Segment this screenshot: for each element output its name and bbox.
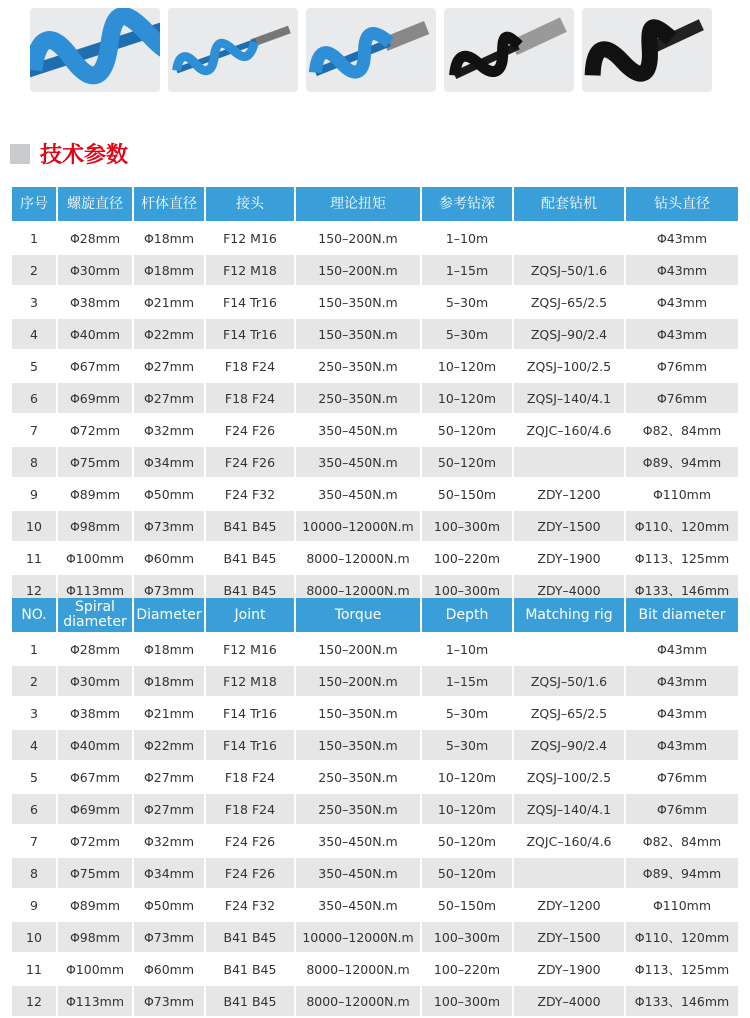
- cell-matching-rig: ZQSJ–140/4.1: [514, 383, 624, 415]
- cell-matching-rig: ZQSJ–100/2.5: [514, 762, 624, 794]
- cell-spiral-diameter: Φ72mm: [58, 826, 132, 858]
- cell-joint: F18 F24: [206, 762, 294, 794]
- cell-matching-rig: ZDY–1200: [514, 479, 624, 511]
- cell-joint: F24 F26: [206, 826, 294, 858]
- cell-rod-diameter: Φ50mm: [134, 890, 204, 922]
- cell-torque: 250–350N.m: [296, 762, 420, 794]
- spec-table-chinese: [10, 187, 740, 607]
- cell-rod-diameter: Φ22mm: [134, 730, 204, 762]
- cell-torque: 350–450N.m: [296, 479, 420, 511]
- cell-matching-rig: ZQSJ–50/1.6: [514, 666, 624, 698]
- table-row: [12, 698, 738, 730]
- cell-depth: 100–300m: [422, 511, 512, 543]
- cell-depth: 50–150m: [422, 479, 512, 511]
- table-row: [12, 826, 738, 858]
- cell-spiral-diameter: Φ30mm: [58, 666, 132, 698]
- cell-matching-rig: ZQJC–160/4.6: [514, 826, 624, 858]
- table-row: [12, 319, 738, 351]
- cell-bit-diameter: Φ43mm: [626, 634, 738, 666]
- cell-depth: 100–300m: [422, 986, 512, 1018]
- cell-torque: 250–350N.m: [296, 794, 420, 826]
- header-no: NO.: [12, 598, 56, 634]
- table-row: [12, 986, 738, 1018]
- table-header-row: [12, 187, 738, 223]
- cell-spiral-diameter: Φ67mm: [58, 351, 132, 383]
- header-no: 序号: [12, 187, 56, 223]
- cell-torque: 350–450N.m: [296, 858, 420, 890]
- cell-spiral-diameter: Φ30mm: [58, 255, 132, 287]
- table-row: [12, 858, 738, 890]
- cell-joint: F18 F24: [206, 383, 294, 415]
- cell-spiral-diameter: Φ67mm: [58, 762, 132, 794]
- cell-matching-rig: ZDY–1900: [514, 954, 624, 986]
- cell-depth: 10–120m: [422, 351, 512, 383]
- header-torque: Torque: [296, 598, 420, 634]
- cell-rod-diameter: Φ27mm: [134, 351, 204, 383]
- cell-torque: 8000–12000N.m: [296, 986, 420, 1018]
- table-row: [12, 287, 738, 319]
- cell-torque: 150–350N.m: [296, 287, 420, 319]
- cell-no: 7: [12, 826, 56, 858]
- cell-bit-diameter: Φ113、125mm: [626, 954, 738, 986]
- cell-depth: 50–120m: [422, 415, 512, 447]
- cell-rod-diameter: Φ50mm: [134, 479, 204, 511]
- cell-bit-diameter: Φ43mm: [626, 287, 738, 319]
- header-spiral-diameter: Spiral diameter: [58, 598, 132, 634]
- header-rod-diameter: Diameter: [134, 598, 204, 634]
- cell-joint: B41 B45: [206, 954, 294, 986]
- cell-torque: 250–350N.m: [296, 351, 420, 383]
- cell-rod-diameter: Φ18mm: [134, 666, 204, 698]
- cell-spiral-diameter: Φ40mm: [58, 319, 132, 351]
- cell-torque: 350–450N.m: [296, 890, 420, 922]
- cell-bit-diameter: Φ76mm: [626, 794, 738, 826]
- cell-bit-diameter: Φ110mm: [626, 890, 738, 922]
- cell-spiral-diameter: Φ40mm: [58, 730, 132, 762]
- cell-no: 1: [12, 223, 56, 255]
- auger-icon: [306, 8, 436, 92]
- cell-spiral-diameter: Φ100mm: [58, 954, 132, 986]
- cell-no: 8: [12, 447, 56, 479]
- table-row: [12, 954, 738, 986]
- header-matching-rig: Matching rig: [514, 598, 624, 634]
- header-bit-diameter: 钻头直径: [626, 187, 738, 223]
- cell-no: 6: [12, 794, 56, 826]
- cell-rod-diameter: Φ27mm: [134, 794, 204, 826]
- cell-spiral-diameter: Φ38mm: [58, 287, 132, 319]
- cell-joint: F12 M16: [206, 634, 294, 666]
- cell-rod-diameter: Φ27mm: [134, 383, 204, 415]
- cell-spiral-diameter: Φ75mm: [58, 858, 132, 890]
- cell-joint: F14 Tr16: [206, 319, 294, 351]
- cell-torque: 8000–12000N.m: [296, 575, 420, 607]
- cell-no: 10: [12, 511, 56, 543]
- header-joint: Joint: [206, 598, 294, 634]
- table-row: [12, 890, 738, 922]
- cell-joint: F12 M18: [206, 666, 294, 698]
- cell-rod-diameter: Φ32mm: [134, 415, 204, 447]
- cell-depth: 100–220m: [422, 954, 512, 986]
- auger-icon: [168, 8, 298, 92]
- cell-torque: 10000–12000N.m: [296, 511, 420, 543]
- cell-joint: F12 M16: [206, 223, 294, 255]
- table-row: [12, 351, 738, 383]
- cell-matching-rig: ZDY–1500: [514, 922, 624, 954]
- cell-rod-diameter: Φ34mm: [134, 447, 204, 479]
- table-row: [12, 383, 738, 415]
- cell-torque: 150–200N.m: [296, 666, 420, 698]
- blue-auger-image-2: [168, 8, 298, 92]
- table-row: [12, 922, 738, 954]
- cell-spiral-diameter: Φ28mm: [58, 634, 132, 666]
- cell-joint: F24 F32: [206, 890, 294, 922]
- cell-joint: F14 Tr16: [206, 287, 294, 319]
- cell-bit-diameter: Φ76mm: [626, 351, 738, 383]
- cell-torque: 150–350N.m: [296, 698, 420, 730]
- cell-bit-diameter: Φ110、120mm: [626, 511, 738, 543]
- cell-depth: 50–120m: [422, 447, 512, 479]
- header-rod-diameter: 杆体直径: [134, 187, 204, 223]
- cell-spiral-diameter: Φ38mm: [58, 698, 132, 730]
- cell-depth: 50–120m: [422, 826, 512, 858]
- cell-bit-diameter: Φ43mm: [626, 730, 738, 762]
- cell-rod-diameter: Φ34mm: [134, 858, 204, 890]
- cell-spiral-diameter: Φ89mm: [58, 890, 132, 922]
- cell-bit-diameter: Φ113、125mm: [626, 543, 738, 575]
- cell-torque: 350–450N.m: [296, 826, 420, 858]
- cell-joint: B41 B45: [206, 922, 294, 954]
- cell-bit-diameter: Φ89、94mm: [626, 447, 738, 479]
- cell-spiral-diameter: Φ98mm: [58, 511, 132, 543]
- cell-no: 2: [12, 255, 56, 287]
- cell-joint: F24 F26: [206, 858, 294, 890]
- cell-no: 4: [12, 730, 56, 762]
- cell-rod-diameter: Φ73mm: [134, 575, 204, 607]
- cell-joint: F18 F24: [206, 794, 294, 826]
- cell-spiral-diameter: Φ69mm: [58, 383, 132, 415]
- table-row: [12, 634, 738, 666]
- header-joint: 接头: [206, 187, 294, 223]
- auger-icon: [582, 8, 712, 92]
- cell-bit-diameter: Φ82、84mm: [626, 826, 738, 858]
- cell-no: 4: [12, 319, 56, 351]
- cell-bit-diameter: Φ43mm: [626, 223, 738, 255]
- table-row: [12, 415, 738, 447]
- cell-matching-rig: ZQSJ–65/2.5: [514, 287, 624, 319]
- title-marker: [10, 144, 30, 164]
- auger-icon: [30, 8, 160, 92]
- cell-no: 7: [12, 415, 56, 447]
- cell-depth: 100–300m: [422, 575, 512, 607]
- cell-depth: 1–10m: [422, 223, 512, 255]
- cell-torque: 10000–12000N.m: [296, 922, 420, 954]
- cell-depth: 50–120m: [422, 858, 512, 890]
- cell-joint: B41 B45: [206, 986, 294, 1018]
- cell-joint: F12 M18: [206, 255, 294, 287]
- blue-auger-image-1: [30, 8, 160, 92]
- cell-spiral-diameter: Φ75mm: [58, 447, 132, 479]
- table-row: [12, 794, 738, 826]
- cell-no: 12: [12, 575, 56, 607]
- cell-spiral-diameter: Φ89mm: [58, 479, 132, 511]
- header-spiral-diameter: 螺旋直径: [58, 187, 132, 223]
- cell-no: 12: [12, 986, 56, 1018]
- black-auger-image-1: [444, 8, 574, 92]
- cell-no: 5: [12, 351, 56, 383]
- cell-bit-diameter: Φ43mm: [626, 666, 738, 698]
- cell-no: 6: [12, 383, 56, 415]
- cell-joint: F14 Tr16: [206, 698, 294, 730]
- cell-no: 2: [12, 666, 56, 698]
- cell-joint: F24 F32: [206, 479, 294, 511]
- cell-bit-diameter: Φ110mm: [626, 479, 738, 511]
- cell-depth: 10–120m: [422, 762, 512, 794]
- cell-bit-diameter: Φ43mm: [626, 698, 738, 730]
- cell-bit-diameter: Φ43mm: [626, 319, 738, 351]
- cell-bit-diameter: Φ89、94mm: [626, 858, 738, 890]
- cell-joint: B41 B45: [206, 543, 294, 575]
- cell-bit-diameter: Φ110、120mm: [626, 922, 738, 954]
- cell-matching-rig: ZDY–4000: [514, 575, 624, 607]
- cell-matching-rig: ZDY–4000: [514, 986, 624, 1018]
- cell-spiral-diameter: Φ100mm: [58, 543, 132, 575]
- header-matching-rig: 配套钻机: [514, 187, 624, 223]
- cell-joint: F24 F26: [206, 415, 294, 447]
- cell-joint: F18 F24: [206, 351, 294, 383]
- cell-rod-diameter: Φ18mm: [134, 255, 204, 287]
- header-depth: Depth: [422, 598, 512, 634]
- table-row: [12, 447, 738, 479]
- cell-bit-diameter: Φ133、146mm: [626, 575, 738, 607]
- cell-depth: 100–220m: [422, 543, 512, 575]
- cell-matching-rig: ZQSJ–100/2.5: [514, 351, 624, 383]
- table-row: [12, 762, 738, 794]
- cell-no: 5: [12, 762, 56, 794]
- cell-matching-rig: [514, 634, 624, 666]
- cell-joint: B41 B45: [206, 511, 294, 543]
- cell-depth: 5–30m: [422, 287, 512, 319]
- cell-rod-diameter: Φ27mm: [134, 762, 204, 794]
- table-row: [12, 255, 738, 287]
- cell-depth: 5–30m: [422, 698, 512, 730]
- cell-spiral-diameter: Φ98mm: [58, 922, 132, 954]
- cell-no: 8: [12, 858, 56, 890]
- cell-matching-rig: ZQSJ–50/1.6: [514, 255, 624, 287]
- cell-no: 11: [12, 954, 56, 986]
- cell-torque: 150–200N.m: [296, 255, 420, 287]
- header-torque: 理论扭矩: [296, 187, 420, 223]
- cell-depth: 1–15m: [422, 255, 512, 287]
- cell-bit-diameter: Φ82、84mm: [626, 415, 738, 447]
- cell-joint: B41 B45: [206, 575, 294, 607]
- cell-depth: 5–30m: [422, 319, 512, 351]
- cell-rod-diameter: Φ21mm: [134, 287, 204, 319]
- cell-no: 9: [12, 479, 56, 511]
- cell-spiral-diameter: Φ28mm: [58, 223, 132, 255]
- cell-depth: 100–300m: [422, 922, 512, 954]
- cell-depth: 10–120m: [422, 794, 512, 826]
- cell-rod-diameter: Φ18mm: [134, 223, 204, 255]
- cell-matching-rig: ZQSJ–65/2.5: [514, 698, 624, 730]
- table-row: [12, 223, 738, 255]
- cell-spiral-diameter: Φ72mm: [58, 415, 132, 447]
- cell-torque: 250–350N.m: [296, 383, 420, 415]
- cell-torque: 8000–12000N.m: [296, 543, 420, 575]
- cell-no: 9: [12, 890, 56, 922]
- table-row: [12, 666, 738, 698]
- cell-rod-diameter: Φ21mm: [134, 698, 204, 730]
- cell-torque: 150–200N.m: [296, 634, 420, 666]
- cell-matching-rig: ZQSJ–140/4.1: [514, 794, 624, 826]
- cell-no: 3: [12, 287, 56, 319]
- cell-torque: 150–350N.m: [296, 730, 420, 762]
- cell-torque: 150–350N.m: [296, 319, 420, 351]
- cell-no: 11: [12, 543, 56, 575]
- cell-joint: F24 F26: [206, 447, 294, 479]
- cell-matching-rig: [514, 447, 624, 479]
- cell-matching-rig: [514, 223, 624, 255]
- cell-depth: 1–15m: [422, 666, 512, 698]
- cell-matching-rig: ZQJC–160/4.6: [514, 415, 624, 447]
- cell-rod-diameter: Φ73mm: [134, 986, 204, 1018]
- cell-torque: 350–450N.m: [296, 415, 420, 447]
- cell-matching-rig: ZDY–1200: [514, 890, 624, 922]
- cell-rod-diameter: Φ18mm: [134, 634, 204, 666]
- spec-table-english: [10, 598, 740, 1018]
- cell-no: 3: [12, 698, 56, 730]
- cell-joint: F14 Tr16: [206, 730, 294, 762]
- cell-spiral-diameter: Φ69mm: [58, 794, 132, 826]
- cell-no: 1: [12, 634, 56, 666]
- product-image-strip: [0, 0, 750, 100]
- table-row: [12, 511, 738, 543]
- section-title: 技术参数: [40, 143, 129, 168]
- auger-icon: [444, 8, 574, 92]
- cell-matching-rig: ZQSJ–90/2.4: [514, 319, 624, 351]
- cell-depth: 1–10m: [422, 634, 512, 666]
- cell-spiral-diameter: Φ113mm: [58, 575, 132, 607]
- cell-torque: 8000–12000N.m: [296, 954, 420, 986]
- cell-rod-diameter: Φ32mm: [134, 826, 204, 858]
- cell-rod-diameter: Φ73mm: [134, 511, 204, 543]
- blue-auger-image-3: [306, 8, 436, 92]
- cell-matching-rig: ZDY–1500: [514, 511, 624, 543]
- cell-rod-diameter: Φ60mm: [134, 543, 204, 575]
- cell-bit-diameter: Φ76mm: [626, 383, 738, 415]
- cell-matching-rig: ZQSJ–90/2.4: [514, 730, 624, 762]
- cell-depth: 5–30m: [422, 730, 512, 762]
- cell-torque: 150–200N.m: [296, 223, 420, 255]
- cell-rod-diameter: Φ73mm: [134, 922, 204, 954]
- table-row: [12, 543, 738, 575]
- cell-bit-diameter: Φ133、146mm: [626, 986, 738, 1018]
- cell-matching-rig: [514, 858, 624, 890]
- cell-rod-diameter: Φ22mm: [134, 319, 204, 351]
- black-auger-image-2: [582, 8, 712, 92]
- cell-matching-rig: ZDY–1900: [514, 543, 624, 575]
- cell-no: 10: [12, 922, 56, 954]
- table-header-row: [12, 598, 738, 634]
- header-depth: 参考钻深: [422, 187, 512, 223]
- cell-bit-diameter: Φ43mm: [626, 255, 738, 287]
- header-bit-diameter: Bit diameter: [626, 598, 738, 634]
- cell-spiral-diameter: Φ113mm: [58, 986, 132, 1018]
- table-row: [12, 730, 738, 762]
- cell-depth: 50–150m: [422, 890, 512, 922]
- table-row: [12, 479, 738, 511]
- cell-rod-diameter: Φ60mm: [134, 954, 204, 986]
- cell-torque: 350–450N.m: [296, 447, 420, 479]
- cell-bit-diameter: Φ76mm: [626, 762, 738, 794]
- cell-depth: 10–120m: [422, 383, 512, 415]
